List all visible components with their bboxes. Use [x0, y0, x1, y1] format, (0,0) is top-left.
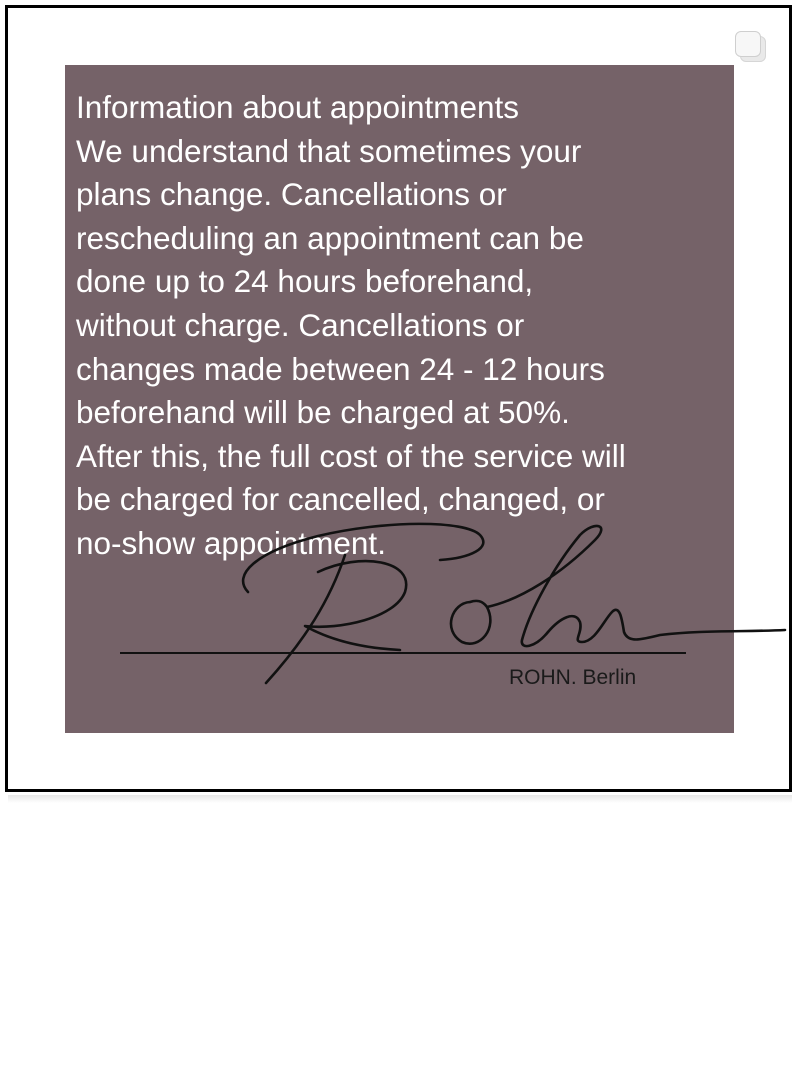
frame-shadow: [8, 795, 792, 803]
notice-line: plans change. Cancellations or: [76, 176, 507, 213]
notice-line: After this, the full cost of the service will: [76, 437, 626, 474]
appointment-policy-text: [76, 86, 726, 566]
brand-name: ROHN. Berlin: [509, 666, 637, 689]
signature-line: [120, 652, 686, 654]
notice-line: without charge. Cancellations or: [76, 306, 525, 343]
notice-line: beforehand will be charged at 50%.: [76, 394, 570, 431]
multiple-images-icon[interactable]: [732, 28, 766, 62]
notice-line: done up to 24 hours beforehand,: [76, 263, 534, 300]
notice-heading: Information about appointments: [76, 89, 520, 125]
stack-front-square: [735, 31, 761, 57]
notice-line: be charged for cancelled, changed, or: [76, 481, 605, 518]
notice-line: We understand that sometimes your: [76, 132, 582, 169]
notice-line: no-show appointment.: [76, 524, 386, 561]
notice-line: rescheduling an appointment can be: [76, 219, 584, 256]
notice-line: changes made between 24 - 12 hours: [76, 350, 605, 387]
